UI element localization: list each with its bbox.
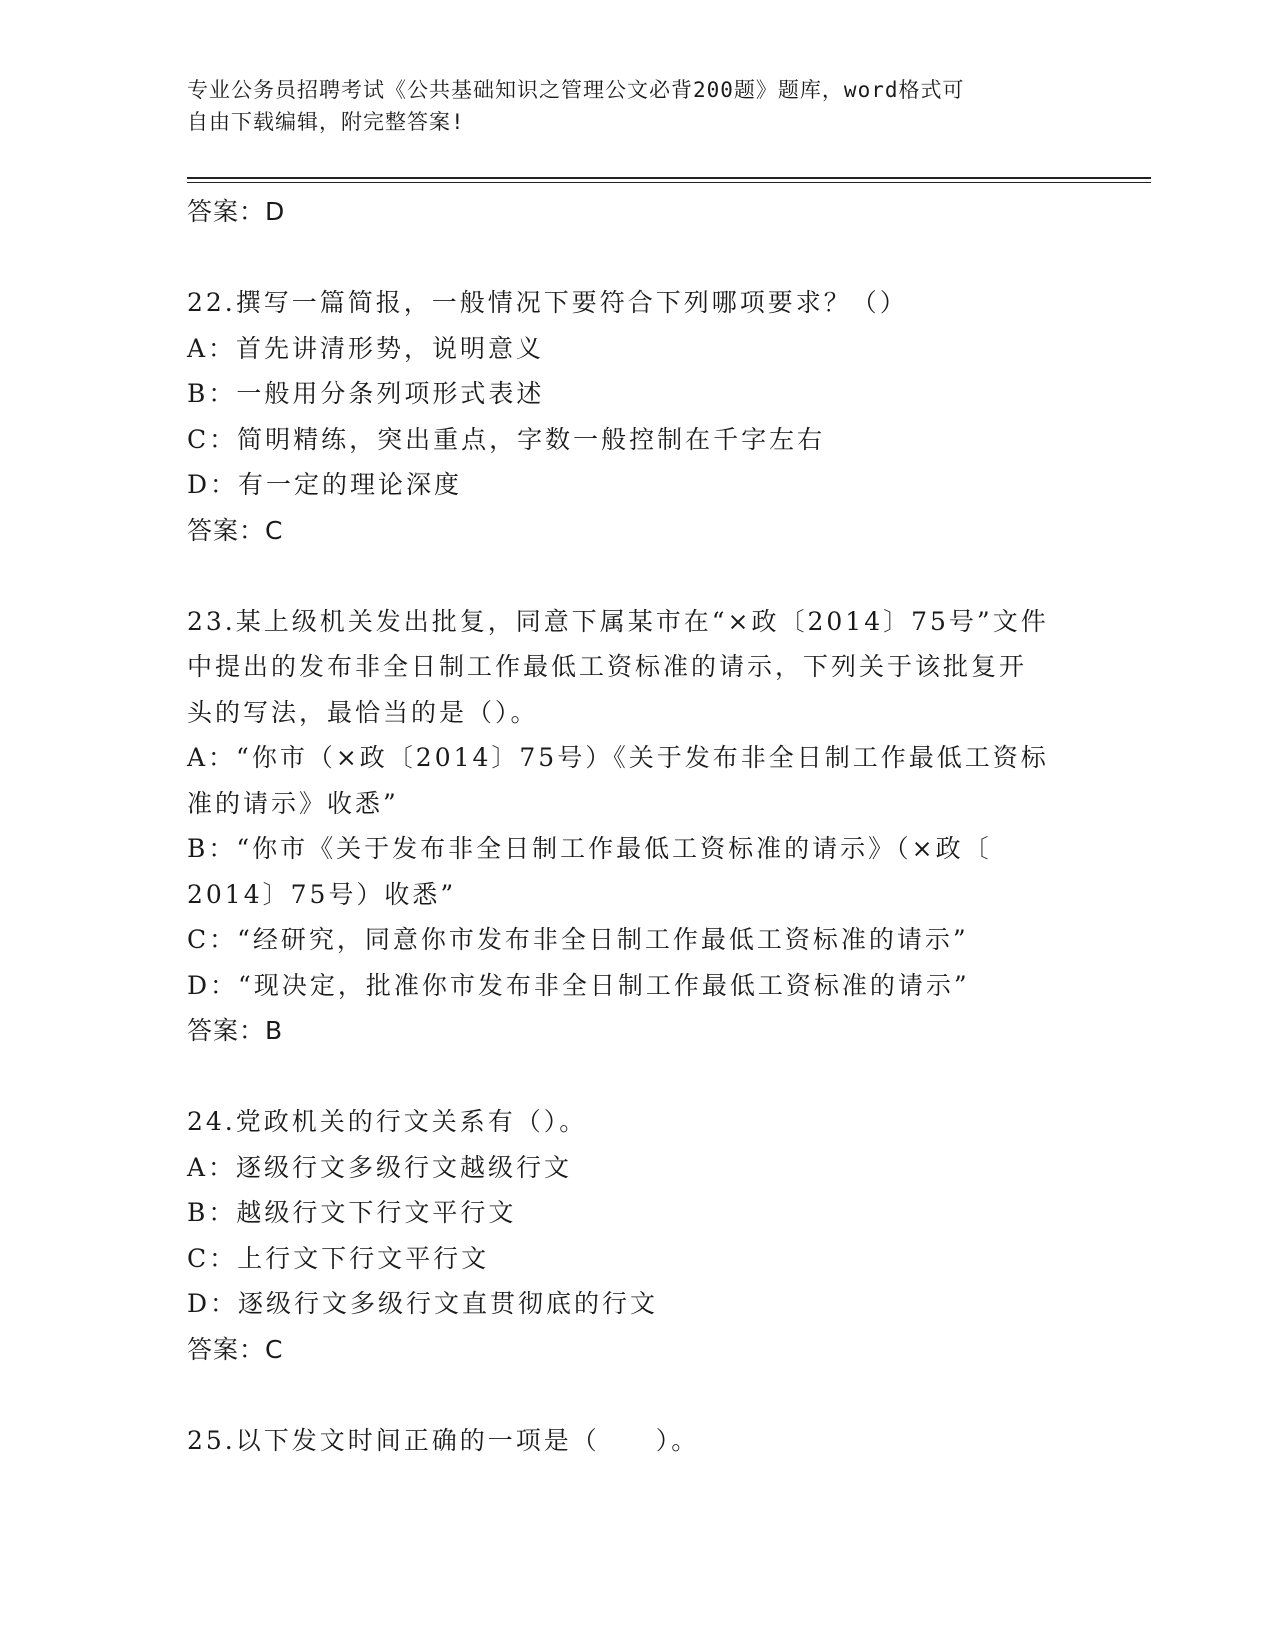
question-stem: 头的写法，最恰当的是（）。 [187, 697, 539, 727]
option-a: 准的请示》收悉” [187, 788, 399, 818]
spacer [187, 1372, 1087, 1418]
question-content [187, 189, 1087, 1463]
spacer [187, 1053, 1087, 1099]
question-stem: 24.党政机关的行文关系有（）。 [187, 1107, 588, 1136]
option-a: A：逐级行文多级行文越级行文 [187, 1152, 573, 1182]
option-a: A：首先讲清形势，说明意义 [187, 333, 545, 363]
option-c: C：“经研究，同意你市发布非全日制工作最低工资标准的请示” [187, 925, 969, 954]
option-b: B：一般用分条列项形式表述 [187, 379, 545, 408]
previous-answer: 答案：D [187, 197, 286, 226]
question-25 [187, 1418, 1087, 1464]
option-b: 2014〕75号）收悉” [187, 879, 457, 909]
answer: 答案：B [187, 1016, 284, 1045]
question-stem: 25.以下发文时间正确的一项是（ ）。 [187, 1425, 700, 1455]
question-24 [187, 1099, 1087, 1372]
question-23 [187, 599, 1087, 1054]
header-rule-thick [187, 177, 1151, 179]
option-d: D：逐级行文多级行文直贯彻底的行文 [187, 1289, 659, 1318]
question-stem: 22.撰写一篇简报，一般情况下要符合下列哪项要求？（） [187, 288, 908, 317]
header-line-2: 自由下载编辑，附完整答案! [187, 110, 465, 134]
question-stem: 23.某上级机关发出批复，同意下属某市在“×政〔2014〕75号”文件 [187, 606, 1049, 636]
answer: 答案：C [187, 1334, 284, 1364]
spacer [187, 234, 1087, 280]
question-stem: 中提出的发布非全日制工作最低工资标准的请示，下列关于该批复开 [187, 652, 1028, 681]
option-d: D：“现决定，批准你市发布非全日制工作最低工资标准的请示” [187, 970, 970, 1000]
option-c: C：简明精练，突出重点，字数一般控制在千字左右 [187, 424, 826, 454]
spacer [187, 553, 1087, 599]
option-c: C：上行文下行文平行文 [187, 1243, 490, 1273]
document-header [187, 74, 1087, 138]
question-22 [187, 280, 1087, 553]
header-rule-thin [187, 182, 1151, 183]
option-b: B：“你市《关于发布非全日制工作最低工资标准的请示》（×政〔 [187, 834, 992, 863]
header-line-1: 专业公务员招聘考试《公共基础知识之管理公文必背200题》题库，word格式可 [187, 78, 965, 102]
option-a: A：“你市（×政〔2014〕75号）《关于发布非全日制工作最低工资标 [187, 743, 1049, 772]
option-b: B：越级行文下行文平行文 [187, 1198, 517, 1227]
option-d: D：有一定的理论深度 [187, 470, 463, 499]
answer: 答案：C [187, 515, 284, 545]
